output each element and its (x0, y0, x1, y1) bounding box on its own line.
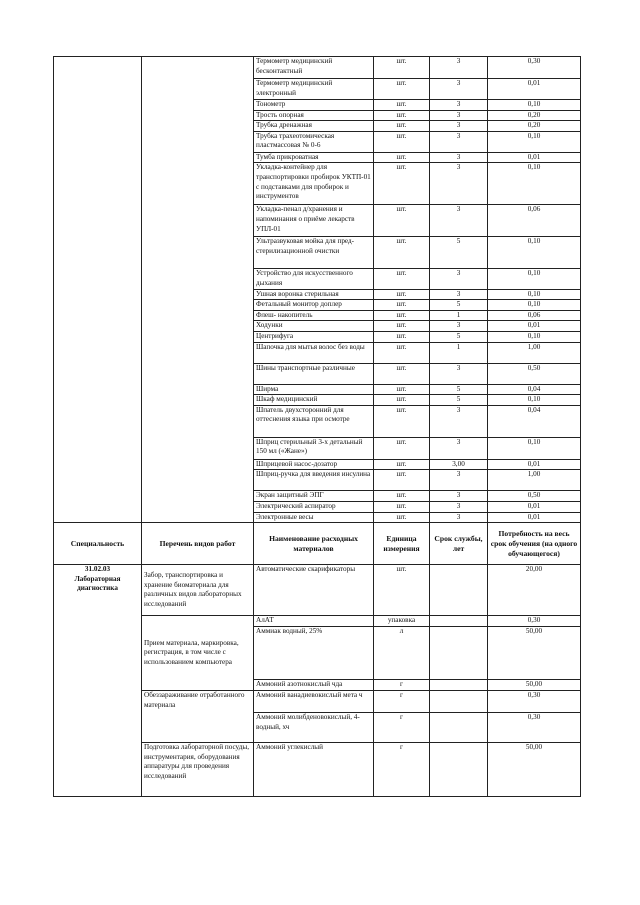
item-unit: шт. (374, 269, 430, 289)
item-need: 0,50 (488, 491, 581, 502)
work-label: Забор, транспортировка и хранение биоматериала для различных видов лабораторных исследований (144, 570, 242, 608)
item-need: 0,10 (488, 437, 581, 459)
material-need: 20,00 (488, 565, 581, 616)
item-life: 5 (430, 300, 488, 311)
item-need: 0,04 (488, 384, 581, 395)
item-need: 0,01 (488, 321, 581, 332)
header-works: Перечень видов работ (142, 523, 254, 565)
material-life (430, 565, 488, 616)
item-need: 0,01 (488, 501, 581, 512)
material-need: 50,00 (488, 680, 581, 691)
item-name: Электрический аспиратор (254, 501, 374, 512)
empty-cell (142, 57, 254, 523)
item-name: Укладка-пенал д/хранения и напоминания о приёме лекарств УПЛ-01 (254, 205, 374, 237)
item-name: Термометр медицинский бесконтактный (254, 57, 374, 79)
item-unit: шт. (374, 437, 430, 459)
material-need: 0,30 (488, 691, 581, 713)
material-name: Аммоний молибденовокислый, 4-водный, хч (254, 713, 374, 743)
item-life: 3,00 (430, 459, 488, 470)
material-name: Аммоний азотнокислый чда (254, 680, 374, 691)
item-need: 0,20 (488, 110, 581, 121)
item-name: Фетальный монитор доплер (254, 300, 374, 311)
item-name: Тумба прикроватная (254, 152, 374, 163)
item-need: 0,06 (488, 310, 581, 321)
item-life: 3 (430, 289, 488, 300)
item-life: 3 (430, 269, 488, 289)
item-life: 3 (430, 121, 488, 132)
item-need: 0,10 (488, 237, 581, 269)
item-unit: шт. (374, 321, 430, 332)
item-need: 0,01 (488, 459, 581, 470)
material-need: 50,00 (488, 627, 581, 680)
item-need: 0,01 (488, 79, 581, 100)
material-life (430, 627, 488, 680)
item-unit: шт. (374, 163, 430, 205)
item-name: Шприц стерильный 3-х детальный 150 мл («Жане») (254, 437, 374, 459)
item-need: 0,04 (488, 405, 581, 437)
table-header-row (54, 523, 581, 565)
item-name: Центрифуга (254, 331, 374, 342)
item-need: 0,10 (488, 131, 581, 152)
item-life: 5 (430, 395, 488, 406)
material-name: Автоматические скарификаторы (254, 565, 374, 616)
item-life: 1 (430, 310, 488, 321)
item-life: 3 (430, 110, 488, 121)
item-need: 0,10 (488, 395, 581, 406)
item-name: Флеш- накопитель (254, 310, 374, 321)
item-life: 5 (430, 384, 488, 395)
item-unit: шт. (374, 205, 430, 237)
document-page (53, 56, 580, 797)
item-need: 0,01 (488, 512, 581, 523)
item-unit: шт. (374, 310, 430, 321)
item-life: 3 (430, 470, 488, 491)
item-name: Термометр медицинский электронный (254, 79, 374, 100)
work-cell (142, 743, 254, 797)
item-life: 3 (430, 321, 488, 332)
item-name: Шприц-ручка для введения инсулина (254, 470, 374, 491)
material-unit: г (374, 713, 430, 743)
material-name: АлАТ (254, 616, 374, 627)
table-row (54, 57, 581, 79)
item-unit: шт. (374, 152, 430, 163)
item-unit: шт. (374, 331, 430, 342)
item-unit: шт. (374, 512, 430, 523)
item-need: 0,10 (488, 100, 581, 111)
item-unit: шт. (374, 237, 430, 269)
item-name: Электронные весы (254, 512, 374, 523)
material-unit: г (374, 691, 430, 713)
item-need: 0,10 (488, 300, 581, 311)
material-life (430, 691, 488, 713)
header-need: Потребность на весь срок обучения (на одного обучающегося) (488, 523, 581, 565)
header-materials: Наименование расходных материалов (254, 523, 374, 565)
item-need: 1,00 (488, 342, 581, 363)
item-unit: шт. (374, 300, 430, 311)
work-cell (142, 565, 254, 616)
item-unit: шт. (374, 131, 430, 152)
item-unit: шт. (374, 363, 430, 384)
item-unit: шт. (374, 57, 430, 79)
header-unit: Единица измерения (374, 523, 430, 565)
item-life: 3 (430, 501, 488, 512)
item-unit: шт. (374, 289, 430, 300)
material-need: 50,00 (488, 743, 581, 797)
item-need: 0,20 (488, 121, 581, 132)
item-unit: шт. (374, 121, 430, 132)
empty-cell (54, 57, 142, 523)
item-life: 5 (430, 331, 488, 342)
item-need: 0,10 (488, 331, 581, 342)
item-name: Трубка дренажная (254, 121, 374, 132)
item-name: Шкаф медицинский (254, 395, 374, 406)
item-life: 3 (430, 131, 488, 152)
item-unit: шт. (374, 342, 430, 363)
item-unit: шт. (374, 100, 430, 111)
material-name: Аммоний углекислый (254, 743, 374, 797)
top-section (54, 57, 581, 523)
item-name: Укладка-контейнер для транспортировки пробирок УКТП-01 с подставками для пробирок и инструментов (254, 163, 374, 205)
item-life: 5 (430, 237, 488, 269)
material-need: 0,30 (488, 616, 581, 627)
material-unit: л (374, 627, 430, 680)
item-life: 3 (430, 79, 488, 100)
item-need: 0,30 (488, 57, 581, 79)
material-unit: упаковка (374, 616, 430, 627)
item-need: 0,10 (488, 269, 581, 289)
material-unit: г (374, 680, 430, 691)
item-life: 3 (430, 405, 488, 437)
item-unit: шт. (374, 501, 430, 512)
item-life: 3 (430, 363, 488, 384)
item-name: Тонометр (254, 100, 374, 111)
item-unit: шт. (374, 491, 430, 502)
specialty-cell (54, 565, 142, 797)
table-row (54, 565, 581, 616)
item-name: Ходунки (254, 321, 374, 332)
item-life: 3 (430, 152, 488, 163)
item-name: Трубка трахеотомическая пластмассовая № 0-6 (254, 131, 374, 152)
work-label: Прием материала, маркировка, регистрация, в том числе с использованием компьютера (144, 638, 239, 666)
item-name: Ширма (254, 384, 374, 395)
specialty-code: 31.02.03 (84, 565, 111, 574)
item-unit: шт. (374, 384, 430, 395)
header-specialty: Специальность (54, 523, 142, 565)
item-unit: шт. (374, 405, 430, 437)
material-unit: шт. (374, 565, 430, 616)
material-name: Аммиак водный, 25% (254, 627, 374, 680)
item-name: Шприцевой насос-дозатор (254, 459, 374, 470)
consumables-table (53, 56, 581, 797)
item-unit: шт. (374, 395, 430, 406)
work-label: Обеззараживание отработанного материала (144, 691, 245, 709)
specialty-name: Лабораторная диагностика (74, 574, 121, 593)
item-life: 3 (430, 512, 488, 523)
item-name: Трость опорная (254, 110, 374, 121)
item-name: Устройство для искусственного дыхания (254, 269, 374, 289)
material-life (430, 713, 488, 743)
item-life: 3 (430, 163, 488, 205)
material-life (430, 743, 488, 797)
work-cell (142, 691, 254, 743)
material-life (430, 616, 488, 627)
material-unit: г (374, 743, 430, 797)
item-name: Шины транспортные различные (254, 363, 374, 384)
material-need: 0,30 (488, 713, 581, 743)
item-need: 0,50 (488, 363, 581, 384)
material-name: Аммоний ванадиевокислый мета ч (254, 691, 374, 713)
item-life: 3 (430, 491, 488, 502)
item-life: 1 (430, 342, 488, 363)
item-life: 3 (430, 437, 488, 459)
item-life: 3 (430, 205, 488, 237)
item-unit: шт. (374, 79, 430, 100)
item-name: Экран защитный ЭПГ (254, 491, 374, 502)
item-need: 0,06 (488, 205, 581, 237)
material-life (430, 680, 488, 691)
work-label: Подготовка лабораторной посуды, инструментария, оборудования аппаратуры для проведения исследований (144, 743, 249, 780)
item-name: Шапочка для мытья волос без воды (254, 342, 374, 363)
item-unit: шт. (374, 110, 430, 121)
item-name: Ушная воронка стерильная (254, 289, 374, 300)
item-life: 3 (430, 57, 488, 79)
item-unit: шт. (374, 459, 430, 470)
work-cell (142, 616, 254, 691)
item-need: 1,00 (488, 470, 581, 491)
item-need: 0,01 (488, 152, 581, 163)
item-name: Ультразвуковая мойка для пред-стерилизационной очистки (254, 237, 374, 269)
item-unit: шт. (374, 470, 430, 491)
item-need: 0,10 (488, 163, 581, 205)
specialty-section (54, 523, 581, 797)
item-life: 3 (430, 100, 488, 111)
header-life: Срок службы, лет (430, 523, 488, 565)
item-name: Шпатель двухсторонний для оттеснения языка при осмотре (254, 405, 374, 437)
item-need: 0,10 (488, 289, 581, 300)
